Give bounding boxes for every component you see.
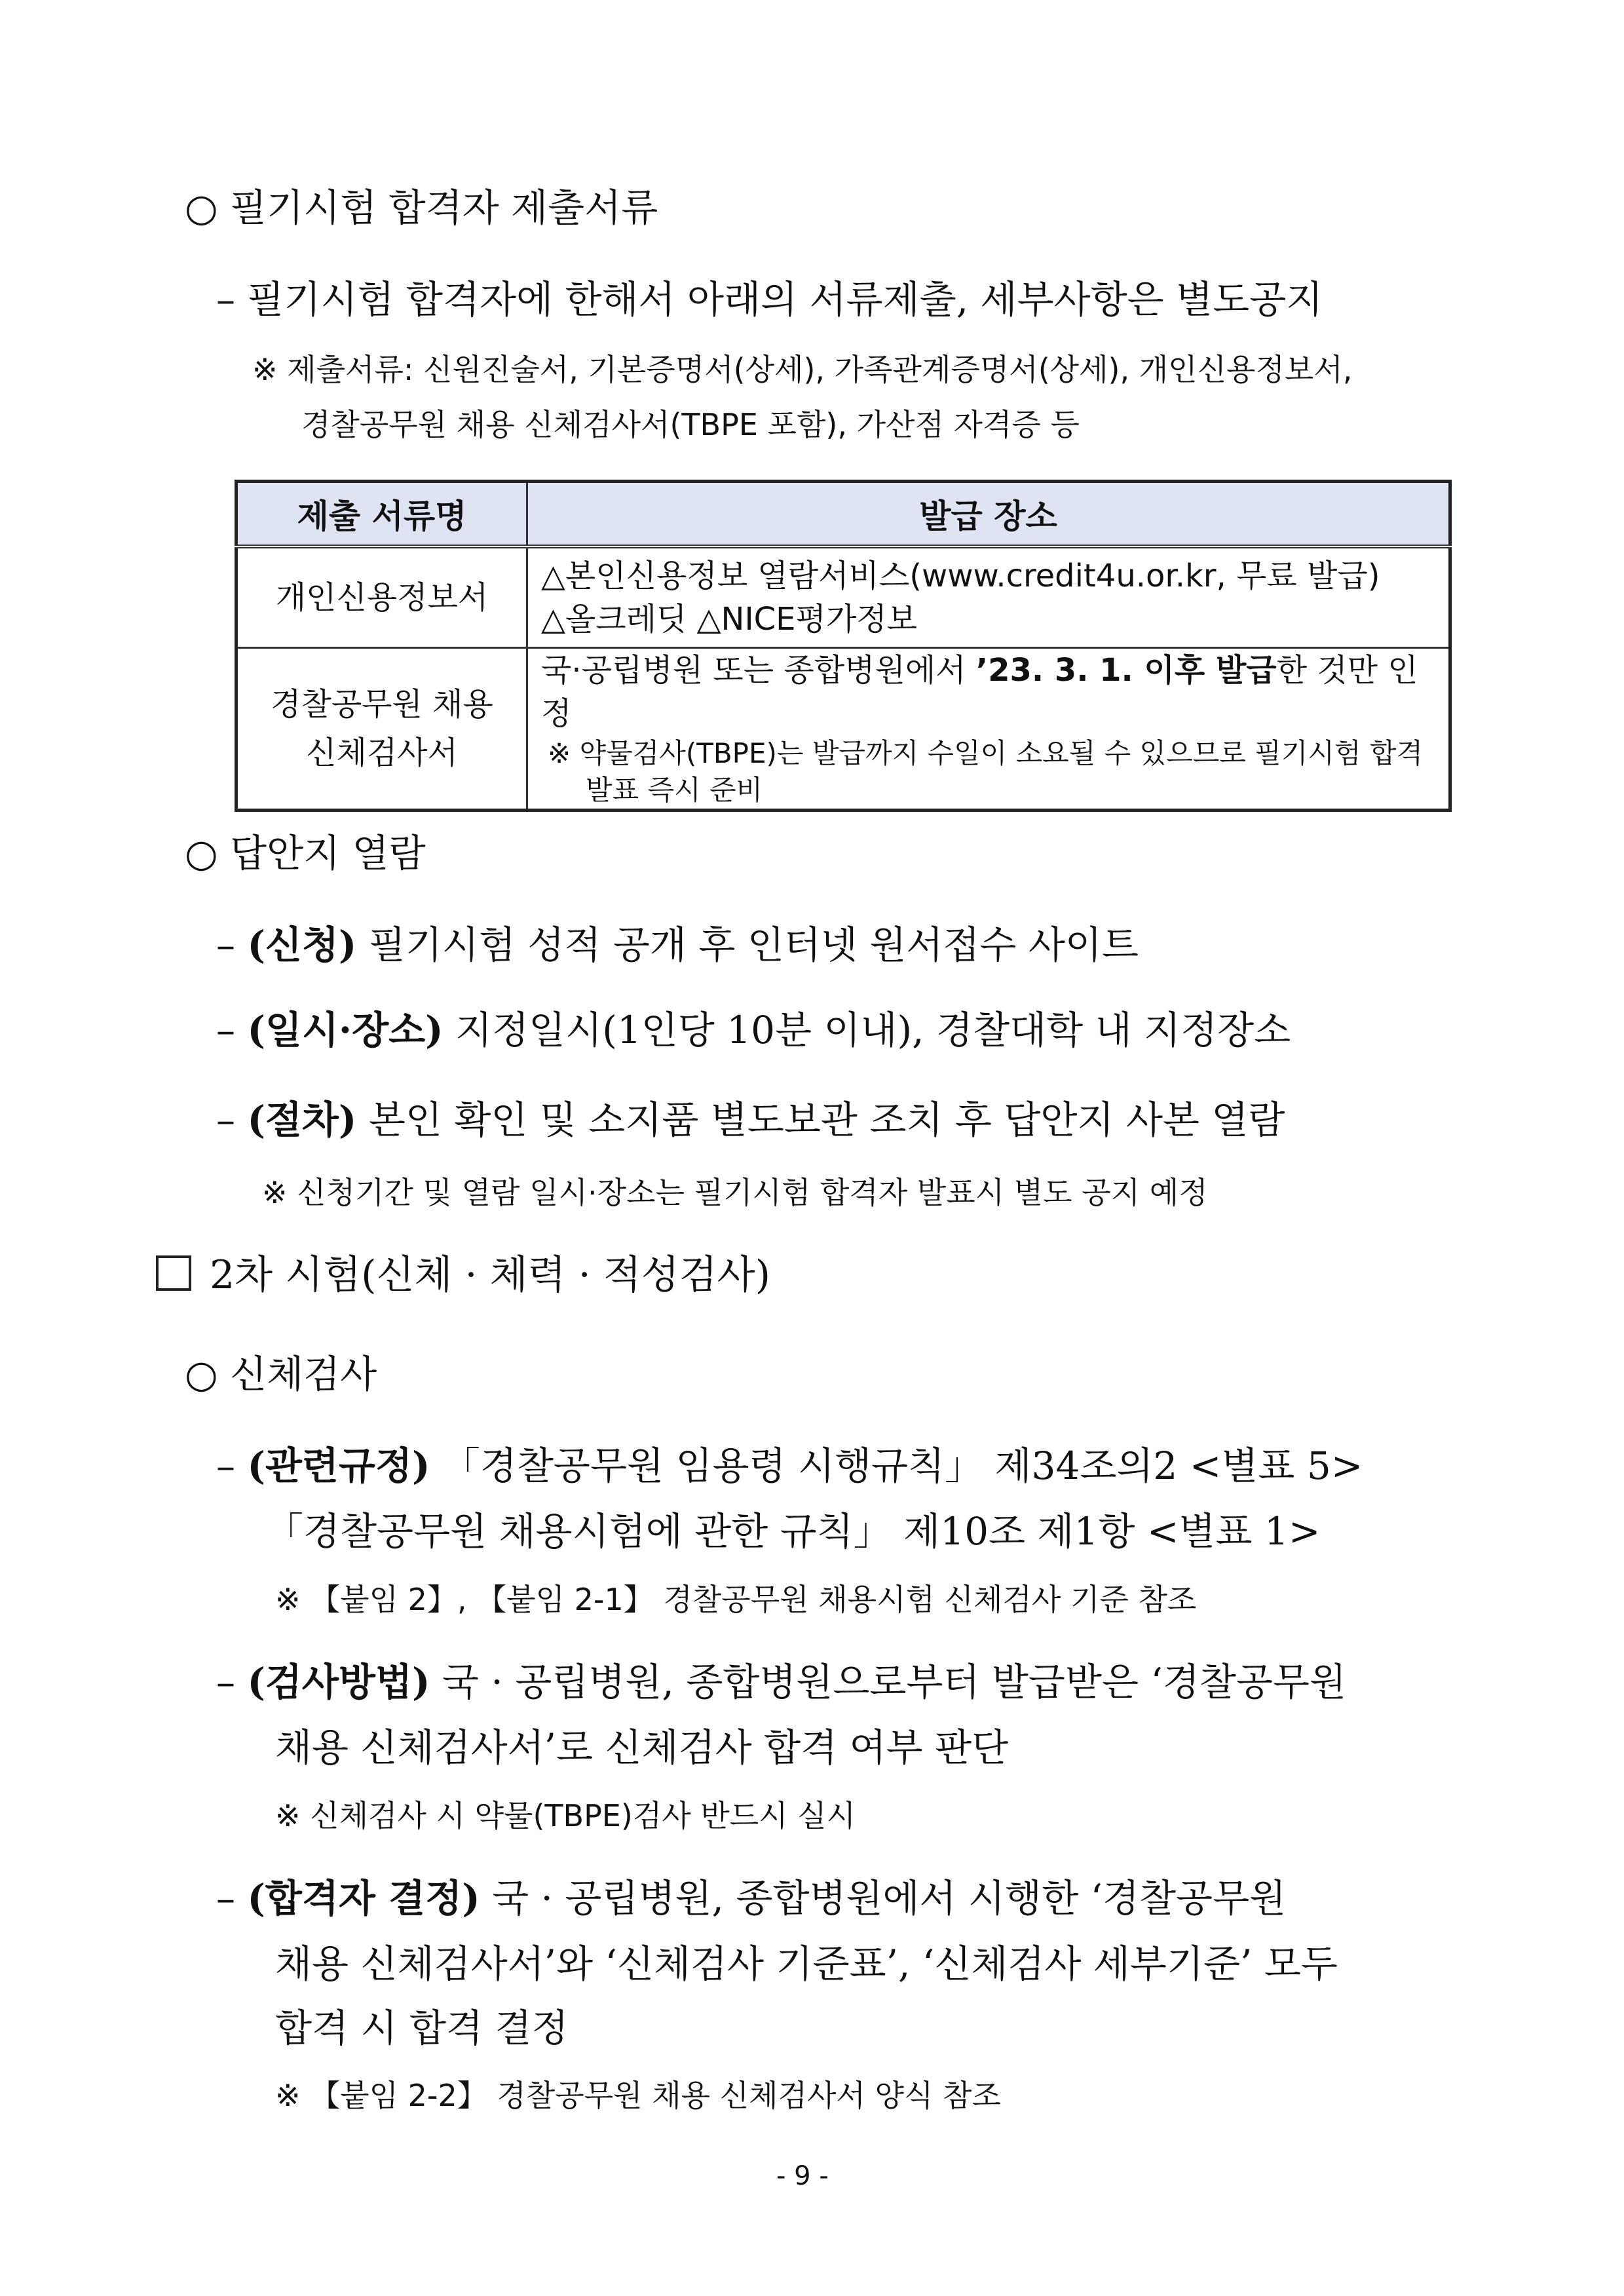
item-label: (검사방법) [247,1660,430,1704]
table-cell-name [236,648,527,811]
table-header-name: 제출 서류명 [236,482,527,547]
bullet-physical-pass: – (합격자 결정) 국 · 공립병원, 종합병원에서 시행한 ‘경찰공무원 [216,1876,1287,1921]
bullet-physical-rules: – (관련규정) 「경찰공무원 임용령 시행규칙」 제34조의2 <별표 5> [216,1444,1363,1488]
table-cell-note1: ※ 약물검사(TBPE)는 발급까지 수일이 소요될 수 있으므로 필기시험 합격 [548,737,1423,769]
table-header-row [236,482,1450,547]
bullet-answer-time-place: – (일시·장소) 지정일시(1인당 10분 이내), 경찰대학 내 지정장소 [216,1008,1291,1052]
bullet-physical-pass-line3: 합격 시 합격 결정 [275,2006,569,2050]
section-heading-physical: ○ 신체검사 [185,1352,377,1396]
table-row [236,546,1450,648]
bullet-documents: – 필기시험 합격자에 한해서 아래의 서류제출, 세부사항은 별도공지 [216,277,1323,322]
note-physical-pass: ※ 【붙임 2-2】 경찰공무원 채용 신체검사서 양식 참조 [275,2078,1001,2113]
note-physical-method: ※ 신체검사 시 약물(TBPE)검사 반드시 실시 [275,1798,856,1833]
item-text: 「경찰공무원 임용령 시행규칙」 제34조의2 <별표 5> [430,1444,1363,1488]
note-physical-rules: ※ 【붙임 2】, 【붙임 2-1】 경찰공무원 채용시험 신체검사 기준 참조 [275,1582,1197,1617]
note-documents-line2: 경찰공무원 채용 신체검사서(TBPE 포함), 가산점 자격증 등 [301,407,1080,442]
item-label: (관련규정) [247,1444,430,1488]
bold-date-span: ’23. 3. 1. 이후 발급 [975,652,1277,689]
bullet-physical-method: – (검사방법) 국 · 공립병원, 종합병원으로부터 발급받은 ‘경찰공무원 [216,1660,1346,1704]
table-cell-line: △올크레딧 △NICE평가정보 [541,601,917,638]
item-text: 필기시험 성적 공개 후 인터넷 원서접수 사이트 [356,923,1139,967]
bullet-physical-method-line2: 채용 신체검사서’로 신체검사 합격 여부 판단 [275,1725,1009,1770]
table-cell-name-line1: 경찰공무원 채용 [271,686,493,723]
documents-table [235,480,1452,812]
table-cell-name-line2: 신체검사서 [306,735,458,771]
text-span: 한 것만 인정 [541,652,1418,732]
note-answer-sheet: ※ 신청기간 및 열람 일시·장소는 필기시험 합격자 발표시 별도 공지 예정 [262,1175,1208,1210]
item-text: 국 · 공립병원, 종합병원으로부터 발급받은 ‘경찰공무원 [430,1660,1346,1704]
page-number: - 9 - [776,2161,829,2191]
bullet-answer-apply: – (신청) 필기시험 성적 공개 후 인터넷 원서접수 사이트 [216,923,1139,967]
section-heading-documents: ○ 필기시험 합격자 제출서류 [185,185,658,230]
item-label: (일시·장소) [247,1008,444,1052]
heading-text: 2차 시험(신체 · 체력 · 적성검사) [210,1252,771,1298]
item-label: (신청) [247,923,357,967]
item-label: (합격자 결정) [247,1876,480,1921]
table-cell-note2: 발표 즉시 준비 [586,774,763,806]
item-label: (절차) [247,1098,357,1142]
table-cell-name: 개인신용정보서 [236,546,527,648]
section-heading-answer-sheet: ○ 답안지 열람 [185,831,426,875]
note-documents-line1: ※ 제출서류: 신원진술서, 기본증명서(상세), 가족관계증명서(상세), 개인신용정보서, [252,352,1353,387]
table-cell-line: △본인신용정보 열람서비스(www.credit4u.or.kr, 무료 발급) [541,558,1380,594]
item-text: 본인 확인 및 소지품 별도보관 조치 후 답안지 사본 열람 [356,1098,1285,1142]
bullet-physical-rules-line2: 「경찰공무원 채용시험에 관한 규칙」 제10조 제1항 <별표 1> [265,1509,1321,1554]
text-span: 국·공립병원 또는 종합병원에서 [541,652,976,689]
item-text: 지정일시(1인당 10분 이내), 경찰대학 내 지정장소 [443,1008,1291,1052]
bullet-physical-pass-line2: 채용 신체검사서’와 ‘신체검사 기준표’, ‘신체검사 세부기준’ 모두 [275,1942,1338,1986]
table-row [236,648,1450,811]
table-cell-place [527,546,1450,648]
table-header-place: 발급 장소 [527,482,1450,547]
checkbox-square-icon [156,1255,191,1291]
table-cell-line [541,649,1435,735]
bullet-answer-procedure: – (절차) 본인 확인 및 소지품 별도보관 조치 후 답안지 사본 열람 [216,1098,1285,1142]
item-text: 국 · 공립병원, 종합병원에서 시행한 ‘경찰공무원 [480,1876,1287,1921]
section-heading-second-exam [156,1244,770,1300]
table-cell-place [527,648,1450,811]
